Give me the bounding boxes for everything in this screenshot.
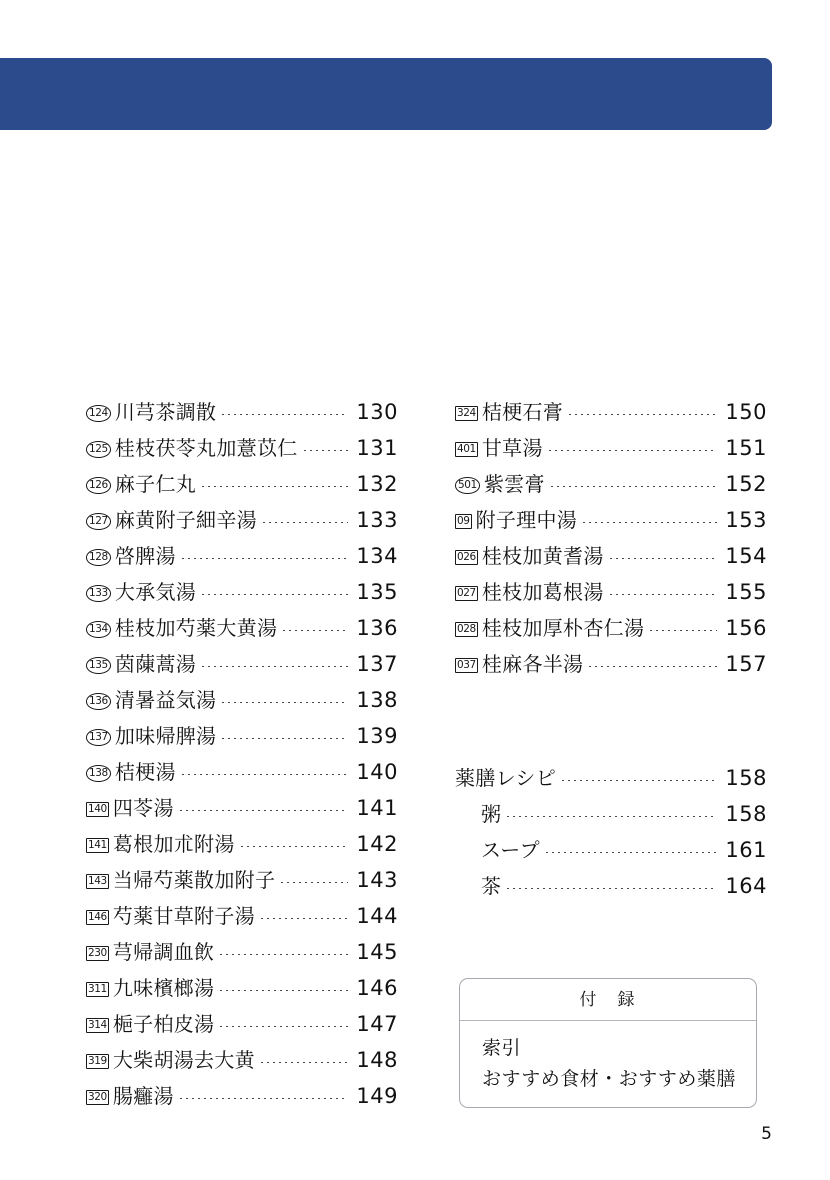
dot-leader [220,414,348,415]
toc-entry[interactable] [86,936,398,972]
dot-leader [259,918,348,919]
formula-number-badge: 230 [88,947,107,959]
dot-leader [261,522,348,523]
toc-column-right [455,396,767,684]
toc-entry[interactable] [455,576,767,612]
toc-entry-page-number: 147 [356,1012,398,1036]
toc-entry[interactable] [86,648,398,684]
toc-entry-page-number: 143 [356,868,398,892]
toc-entry-title: 葛根加朮附湯 [112,832,235,856]
formula-number-badge: 133 [86,585,111,602]
page-number: 5 [761,1124,772,1144]
toc-entry-page-number: 130 [356,400,398,424]
formula-number-badge: 125 [86,441,111,458]
toc-entry-page-number: 134 [356,544,398,568]
toc-entry-page-number: 142 [356,832,398,856]
formula-number-badge: 141 [88,839,107,851]
toc-entry-page-number: 164 [725,874,767,898]
toc-entry-title: 九味檳榔湯 [112,976,215,1000]
toc-entry[interactable] [86,432,398,468]
toc-entry-page-number: 139 [356,724,398,748]
toc-entry-page-number: 138 [356,688,398,712]
formula-number-badge: 137 [86,729,111,746]
toc-entry-title: 粥 [481,802,502,826]
toc-entry[interactable] [455,468,767,504]
dot-leader [200,486,348,487]
formula-number-badge: 027 [457,587,476,599]
toc-entry[interactable] [86,792,398,828]
toc-entry-page-number: 155 [725,580,767,604]
toc-entry[interactable] [86,576,398,612]
recipe-section [455,762,767,906]
dot-leader [302,450,348,451]
toc-entry-title: 茵蔯蒿湯 [114,652,197,676]
dot-leader [178,1098,348,1099]
formula-number-badge: 09 [457,515,470,527]
toc-entry-title: スープ [481,838,540,862]
toc-entry[interactable] [86,468,398,504]
toc-entry-page-number: 140 [356,760,398,784]
dot-leader [567,414,717,415]
toc-entry-title: 川芎茶調散 [114,400,217,424]
appendix-line: おすすめ食材・おすすめ薬膳 [482,1068,736,1090]
dot-leader [608,558,717,559]
dot-leader [648,630,717,631]
formula-number-badge: 134 [86,621,111,638]
dot-leader [239,846,348,847]
formula-number-badge: 135 [86,657,111,674]
dot-leader [180,558,348,559]
dot-leader [560,780,717,781]
dot-leader [505,888,717,889]
dot-leader [547,450,717,451]
toc-entry-page-number: 161 [725,838,767,862]
toc-entry-page-number: 135 [356,580,398,604]
dot-leader [180,774,348,775]
toc-entry[interactable] [455,432,767,468]
toc-entry[interactable] [455,762,767,798]
toc-entry-page-number: 158 [725,766,767,790]
formula-number-badge: 311 [88,983,107,995]
toc-entry-title: 清暑益気湯 [114,688,217,712]
toc-entry-title: 桂枝茯苓丸加薏苡仁 [114,436,298,460]
toc-entry[interactable] [455,540,767,576]
toc-entry-title: 梔子柏皮湯 [112,1012,215,1036]
formula-number-badge: 140 [88,803,107,815]
toc-entry[interactable] [86,972,398,1008]
dot-leader [544,852,717,853]
toc-entry[interactable] [86,504,398,540]
toc-entry-title: 附子理中湯 [475,508,578,532]
toc-entry[interactable] [86,756,398,792]
dot-leader [279,882,348,883]
appendix-body [460,1021,756,1095]
toc-entry-title: 桂麻各半湯 [481,652,584,676]
toc-entry-page-number: 154 [725,544,767,568]
formula-number-badge: 320 [88,1091,107,1103]
toc-entry-title: 啓脾湯 [114,544,176,568]
toc-entry[interactable] [86,900,398,936]
formula-number-badge: 138 [86,765,111,782]
dot-leader [581,522,717,523]
toc-entry[interactable] [455,870,767,906]
formula-number-badge: 319 [88,1055,107,1067]
toc-entry[interactable] [86,828,398,864]
toc-entry-page-number: 156 [725,616,767,640]
toc-entry-page-number: 137 [356,652,398,676]
toc-entry-page-number: 136 [356,616,398,640]
toc-entry-page-number: 133 [356,508,398,532]
dot-leader [587,666,717,667]
toc-entry-page-number: 157 [725,652,767,676]
formula-number-badge: 324 [457,407,476,419]
toc-entry-title: 桂枝加厚朴杏仁湯 [481,616,645,640]
toc-entry-page-number: 145 [356,940,398,964]
toc-entry-title: 桂枝加芍薬大黄湯 [114,616,278,640]
toc-entry[interactable] [86,540,398,576]
toc-entry-title: 甘草湯 [481,436,543,460]
toc-entry[interactable] [455,648,767,684]
toc-entry-page-number: 144 [356,904,398,928]
toc-entry-title: 桂枝加黄耆湯 [481,544,604,568]
toc-entry-page-number: 146 [356,976,398,1000]
dot-leader [608,594,717,595]
dot-leader [220,702,348,703]
toc-entry-page-number: 148 [356,1048,398,1072]
toc-entry[interactable] [455,798,767,834]
appendix-title: 付 録 [460,979,756,1021]
dot-leader [281,630,348,631]
toc-entry-title: 芍薬甘草附子湯 [112,904,255,928]
toc-entry-title: 麻黄附子細辛湯 [114,508,257,532]
formula-number-badge: 026 [457,551,476,563]
dot-leader [259,1062,348,1063]
toc-entry-title: 紫雲膏 [483,472,545,496]
formula-number-badge: 037 [457,659,476,671]
formula-number-badge: 314 [88,1019,107,1031]
toc-entry[interactable] [86,720,398,756]
toc-entry-title: 加味帰脾湯 [114,724,217,748]
formula-number-badge: 127 [86,513,111,530]
toc-entry-title: 茶 [481,874,502,898]
dot-leader [220,738,348,739]
toc-entry[interactable] [455,396,767,432]
formula-number-badge: 146 [88,911,107,923]
formula-number-badge: 136 [86,693,111,710]
formula-number-badge: 126 [86,477,111,494]
toc-entry-title: 腸癰湯 [112,1084,174,1108]
formula-number-badge: 401 [457,443,476,455]
toc-entry-page-number: 151 [725,436,767,460]
toc-entry-page-number: 150 [725,400,767,424]
dot-leader [218,954,348,955]
toc-entry-page-number: 153 [725,508,767,532]
appendix-box [459,978,757,1108]
formula-number-badge: 028 [457,623,476,635]
toc-entry-title: 大柴胡湯去大黄 [112,1048,255,1072]
toc-entry[interactable] [86,1008,398,1044]
dot-leader [200,666,348,667]
toc-entry[interactable] [86,1044,398,1080]
dot-leader [218,990,348,991]
toc-entry-page-number: 132 [356,472,398,496]
toc-entry-title: 桔梗湯 [114,760,176,784]
dot-leader [218,1026,348,1027]
dot-leader [178,810,348,811]
toc-entry-title: 薬膳レシピ [455,766,556,790]
formula-number-badge: 143 [88,875,107,887]
toc-entry-title: 桔梗石膏 [481,400,564,424]
toc-entry-title: 大承気湯 [114,580,197,604]
toc-entry[interactable] [455,612,767,648]
toc-entry-page-number: 158 [725,802,767,826]
toc-entry[interactable] [455,834,767,870]
toc-entry[interactable] [86,612,398,648]
toc-entry-page-number: 131 [356,436,398,460]
toc-entry[interactable] [86,864,398,900]
toc-entry-page-number: 149 [356,1084,398,1108]
formula-number-badge: 124 [86,405,111,422]
toc-entry[interactable] [86,396,398,432]
toc-entry-title: 当帰芍薬散加附子 [112,868,276,892]
dot-leader [549,486,717,487]
toc-entry[interactable] [86,1080,398,1116]
header-blue-band [0,58,772,130]
dot-leader [505,816,717,817]
toc-entry-title: 四苓湯 [112,796,174,820]
dot-leader [200,594,348,595]
formula-number-badge: 501 [455,477,480,494]
toc-entry-title: 芎帰調血飲 [112,940,215,964]
toc-entry-title: 麻子仁丸 [114,472,197,496]
toc-entry-page-number: 152 [725,472,767,496]
toc-entry-page-number: 141 [356,796,398,820]
appendix-line: 索引 [482,1037,522,1059]
toc-entry[interactable] [86,684,398,720]
toc-column-left [86,396,398,1116]
toc-entry-title: 桂枝加葛根湯 [481,580,604,604]
toc-entry[interactable] [455,504,767,540]
formula-number-badge: 128 [86,549,111,566]
